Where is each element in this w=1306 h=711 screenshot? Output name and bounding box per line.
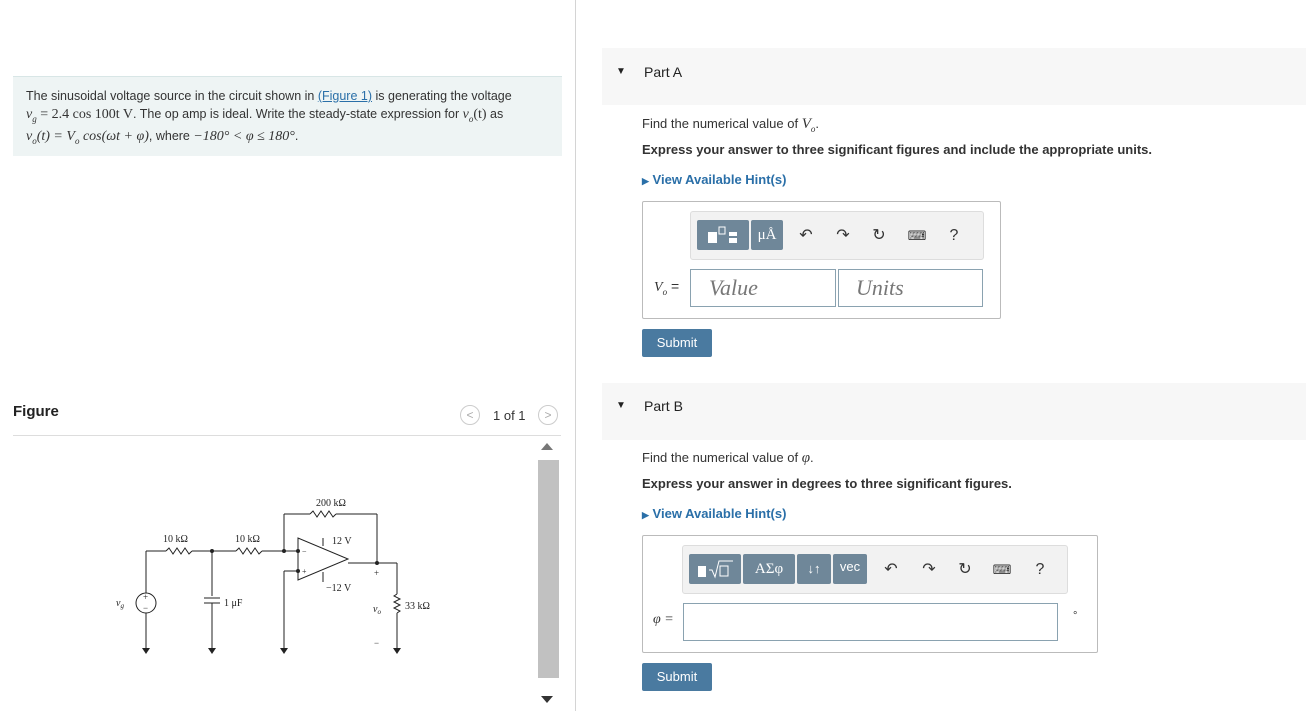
figure-prev-button[interactable] <box>460 405 480 425</box>
scroll-down-arrow[interactable] <box>541 696 553 703</box>
vo-arg: (t) <box>473 106 487 122</box>
figure-next-button[interactable] <box>538 405 558 425</box>
part-b-instruction: Express your answer in degrees to three significant figures. <box>642 476 1012 491</box>
part-a-question: Find the numerical value of $V_o$. <box>642 116 819 134</box>
r2-label: 10 kΩ <box>235 534 260 545</box>
resistor-r2 <box>236 548 262 554</box>
pane-divider[interactable] <box>575 0 576 711</box>
part-b-question: Find the numerical value of φ. <box>642 450 814 466</box>
part-a-title: Part A <box>644 64 683 80</box>
reset-icon[interactable]: ↻ <box>872 227 886 244</box>
help-button[interactable]: ? <box>949 227 959 244</box>
vg-symbol: $v_g$ <box>26 106 37 124</box>
part-a-toolbar <box>690 211 984 260</box>
vo-symbol: $v_o$ <box>462 106 474 124</box>
vg-expression: = 2.4 cos 100t V <box>36 106 134 122</box>
value-placeholder: Value <box>709 275 758 300</box>
phi-range: −180° < φ ≤ 180° <box>193 128 295 144</box>
figure-title: Figure <box>13 403 59 420</box>
part-b-toolbar <box>682 545 1068 594</box>
caret-down-icon: ▼ <box>616 400 626 411</box>
circuit-diagram <box>100 490 450 660</box>
redo-icon[interactable]: ↷ <box>922 561 936 578</box>
opamp-minus: − <box>302 547 307 556</box>
problem-line2-end: as <box>486 106 504 121</box>
part-b-hint-link[interactable]: ▶ View Available Hint(s) <box>642 506 787 521</box>
vminus-label: −12 V <box>326 583 352 594</box>
vo-expression: $v_o(t) = V_o$ cos(ωt + φ) <box>26 128 149 146</box>
vo-label: $v_o$ <box>373 604 381 616</box>
redo-icon[interactable]: ↷ <box>836 227 850 244</box>
figure-pager: 1 of 1 <box>493 408 526 423</box>
scroll-up-arrow[interactable] <box>541 443 553 450</box>
sqrt-template-icon <box>693 558 737 580</box>
figure-scrollbar-thumb[interactable] <box>538 460 559 678</box>
phi-input[interactable] <box>683 603 1058 641</box>
vplus-label: 12 V <box>332 536 352 547</box>
part-a-hint-link[interactable]: ▶ View Available Hint(s) <box>642 172 787 187</box>
reset-icon[interactable]: ↻ <box>958 561 972 578</box>
resistor-rf <box>310 511 336 517</box>
keyboard-icon[interactable]: ⌨ <box>992 562 1012 577</box>
source-minus: − <box>143 603 149 613</box>
vg-label: $v_g$ <box>116 598 124 610</box>
vo-plus: + <box>374 568 380 578</box>
resistor-r1 <box>166 548 192 554</box>
caret-down-icon: ▼ <box>616 66 626 77</box>
source-plus: + <box>143 592 149 602</box>
part-a-label: $V_o$ = <box>654 278 680 297</box>
rf-label: 200 kΩ <box>316 498 346 509</box>
degree-unit: ° <box>1073 610 1078 622</box>
units-placeholder: Units <box>856 275 904 300</box>
units-button[interactable]: μÅ <box>751 220 783 250</box>
greek-symbols-button[interactable]: ΑΣφ <box>743 554 795 584</box>
caret-right-icon: ▶ <box>642 176 649 186</box>
part-a-header[interactable] <box>602 48 1306 105</box>
problem-intro: The sinusoidal voltage source in the circuit shown in <box>26 89 318 103</box>
problem-statement <box>13 88 553 150</box>
rl-label: 33 kΩ <box>405 601 430 612</box>
resistor-rl <box>394 594 400 613</box>
problem-end: . <box>294 128 299 143</box>
template-icon <box>703 224 743 246</box>
vector-button[interactable]: vec <box>833 554 867 584</box>
problem-where: , where <box>148 128 194 143</box>
templates-button[interactable] <box>697 220 749 250</box>
problem-line1-end: is generating the voltage <box>372 89 512 103</box>
value-input[interactable] <box>690 269 836 307</box>
opamp-plus: + <box>302 567 307 576</box>
undo-icon[interactable]: ↶ <box>799 227 813 244</box>
chevron-right-icon: > <box>544 408 552 422</box>
part-a-submit-button[interactable]: Submit <box>642 329 712 357</box>
part-b-title: Part B <box>644 398 683 414</box>
undo-icon[interactable]: ↶ <box>884 561 898 578</box>
arrows-button[interactable]: ↓↑ <box>797 554 831 584</box>
figure-link[interactable]: (Figure 1) <box>317 89 373 103</box>
caret-right-icon: ▶ <box>642 510 649 520</box>
keyboard-icon[interactable]: ⌨ <box>907 228 927 243</box>
chevron-left-icon: < <box>466 408 474 422</box>
r1-label: 10 kΩ <box>163 534 188 545</box>
problem-line2: . The op amp is ideal. Write the steady-state expression for <box>133 106 463 121</box>
part-a-instruction: Express your answer to three significant figures and include the appropriate units. <box>642 142 1152 157</box>
cap-label: 1 μF <box>224 598 243 609</box>
part-b-label: φ = <box>653 612 674 627</box>
vo-minus: − <box>374 638 380 648</box>
units-input[interactable] <box>838 269 983 307</box>
figure-divider <box>13 435 561 436</box>
templates-button[interactable] <box>689 554 741 584</box>
part-b-submit-button[interactable]: Submit <box>642 663 712 691</box>
part-b-header[interactable] <box>602 383 1306 440</box>
help-button[interactable]: ? <box>1035 561 1045 578</box>
